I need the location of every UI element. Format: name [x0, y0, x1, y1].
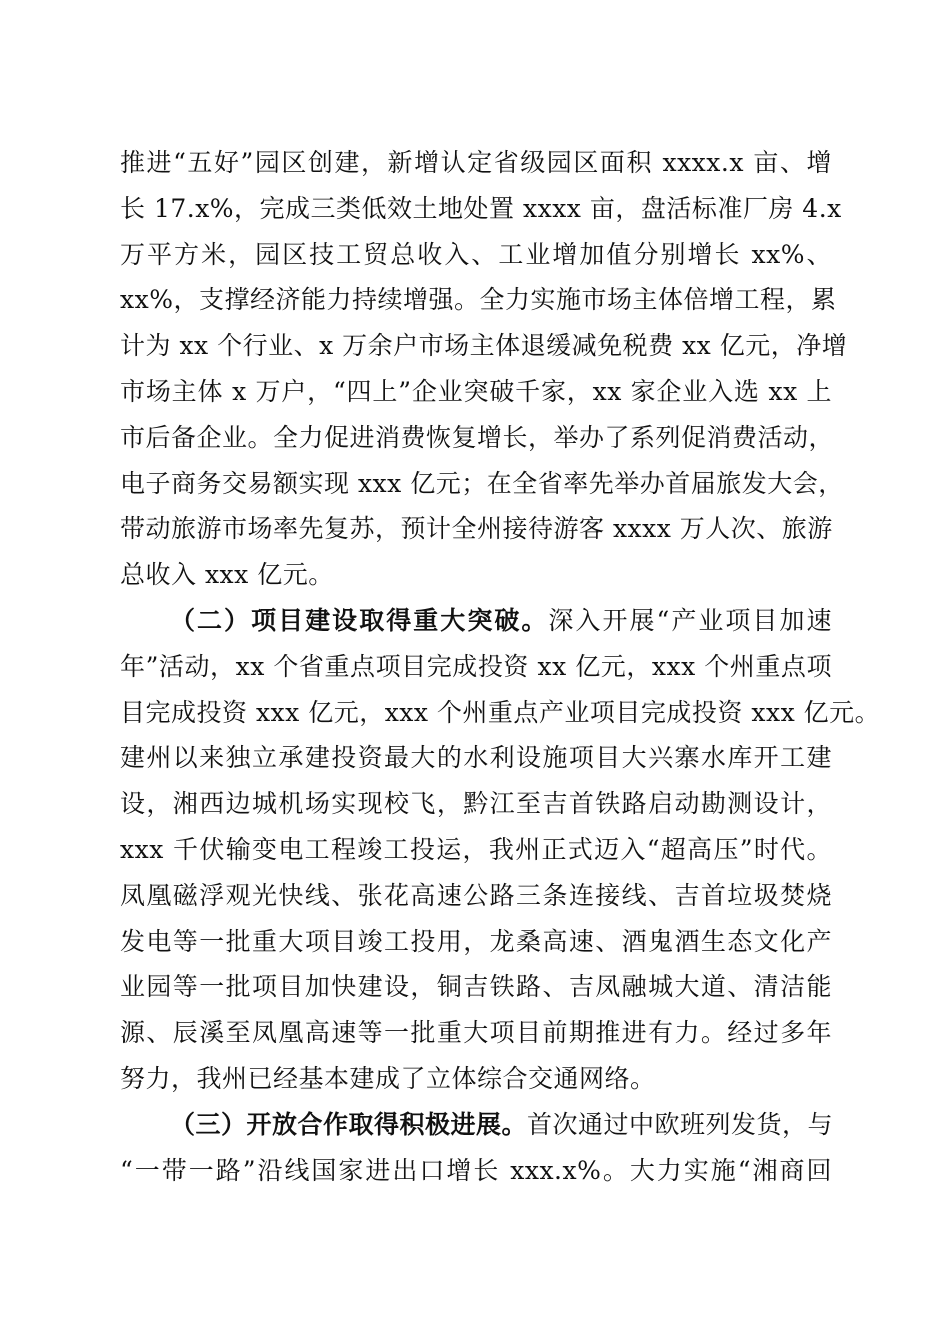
text-line: 计为 xx 个行业、x 万余户市场主体退缓减免税费 xx 亿元，净增 [120, 331, 848, 361]
text-line: 凤凰磁浮观光快线、张花高速公路三条连接线、吉首垃圾焚烧 [120, 880, 832, 910]
text-line: 努力，我州已经基本建成了立体综合交通网络。 [120, 1063, 656, 1093]
text-line: 发电等一批重大项目竣工投用，龙桑高速、酒鬼酒生态文化产 [120, 926, 832, 956]
paragraph-2 [120, 598, 881, 1102]
text-line: xxx 千伏输变电工程竣工投运，我州正式迈入“超高压”时代。 [120, 834, 832, 864]
section-heading: （三）开放合作取得积极进展。 [170, 1109, 528, 1139]
document-page [120, 140, 881, 1193]
paragraph-3 [120, 1102, 832, 1194]
text-line: 电子商务交易额实现 xxx 亿元；在全省率先举办首届旅发大会， [120, 468, 844, 498]
text-span: 首次通过中欧班列发货，与 [527, 1109, 834, 1139]
section-heading: （二）项目建设取得重大突破。 [170, 605, 549, 635]
text-line: 设，湘西边城机场实现校飞，黔江至吉首铁路启动勘测设计， [120, 789, 832, 819]
text-line [120, 598, 832, 644]
text-line: 源、辰溪至凤凰高速等一批重大项目前期推进有力。经过多年 [120, 1018, 832, 1048]
text-line: 长 17.x%，完成三类低效土地处置 xxxx 亩，盘活标准厂房 4.x [120, 193, 842, 223]
text-line: 年”活动，xx 个省重点项目完成投资 xx 亿元，xxx 个州重点项 [120, 651, 832, 681]
text-line [120, 1102, 832, 1148]
text-line: 市场主体 x 万户，“四上”企业突破千家，xx 家企业入选 xx 上 [120, 376, 832, 406]
text-line: 总收入 xxx 亿元。 [120, 560, 334, 590]
text-line: 目完成投资 xxx 亿元，xxx 个州重点产业项目完成投资 xxx 亿元。 [120, 697, 881, 727]
text-line: 建州以来独立承建投资最大的水利设施项目大兴寨水库开工建 [120, 743, 832, 773]
text-line: 推进“五好”园区创建，新增认定省级园区面积 xxxx.x 亩、增 [120, 148, 832, 177]
text-line: 万平方米，园区技工贸总收入、工业增加值分别增长 xx%、 [120, 239, 832, 269]
text-line: 市后备企业。全力促进消费恢复增长，举办了系列促消费活动， [120, 422, 835, 452]
text-line: 带动旅游市场率先复苏，预计全州接待游客 xxxx 万人次、旅游 [120, 514, 833, 544]
text-line: xx%，支撑经济能力持续增强。全力实施市场主体倍增工程，累 [120, 285, 837, 315]
paragraph-1 [120, 140, 848, 598]
text-line: “一带一路”沿线国家进出口增长 xxx.x%。大力实施“湘商回 [120, 1155, 832, 1185]
text-line: 业园等一批项目加快建设，铜吉铁路、吉凤融城大道、清洁能 [120, 972, 832, 1002]
text-span: 深入开展“产业项目加速 [548, 605, 832, 635]
